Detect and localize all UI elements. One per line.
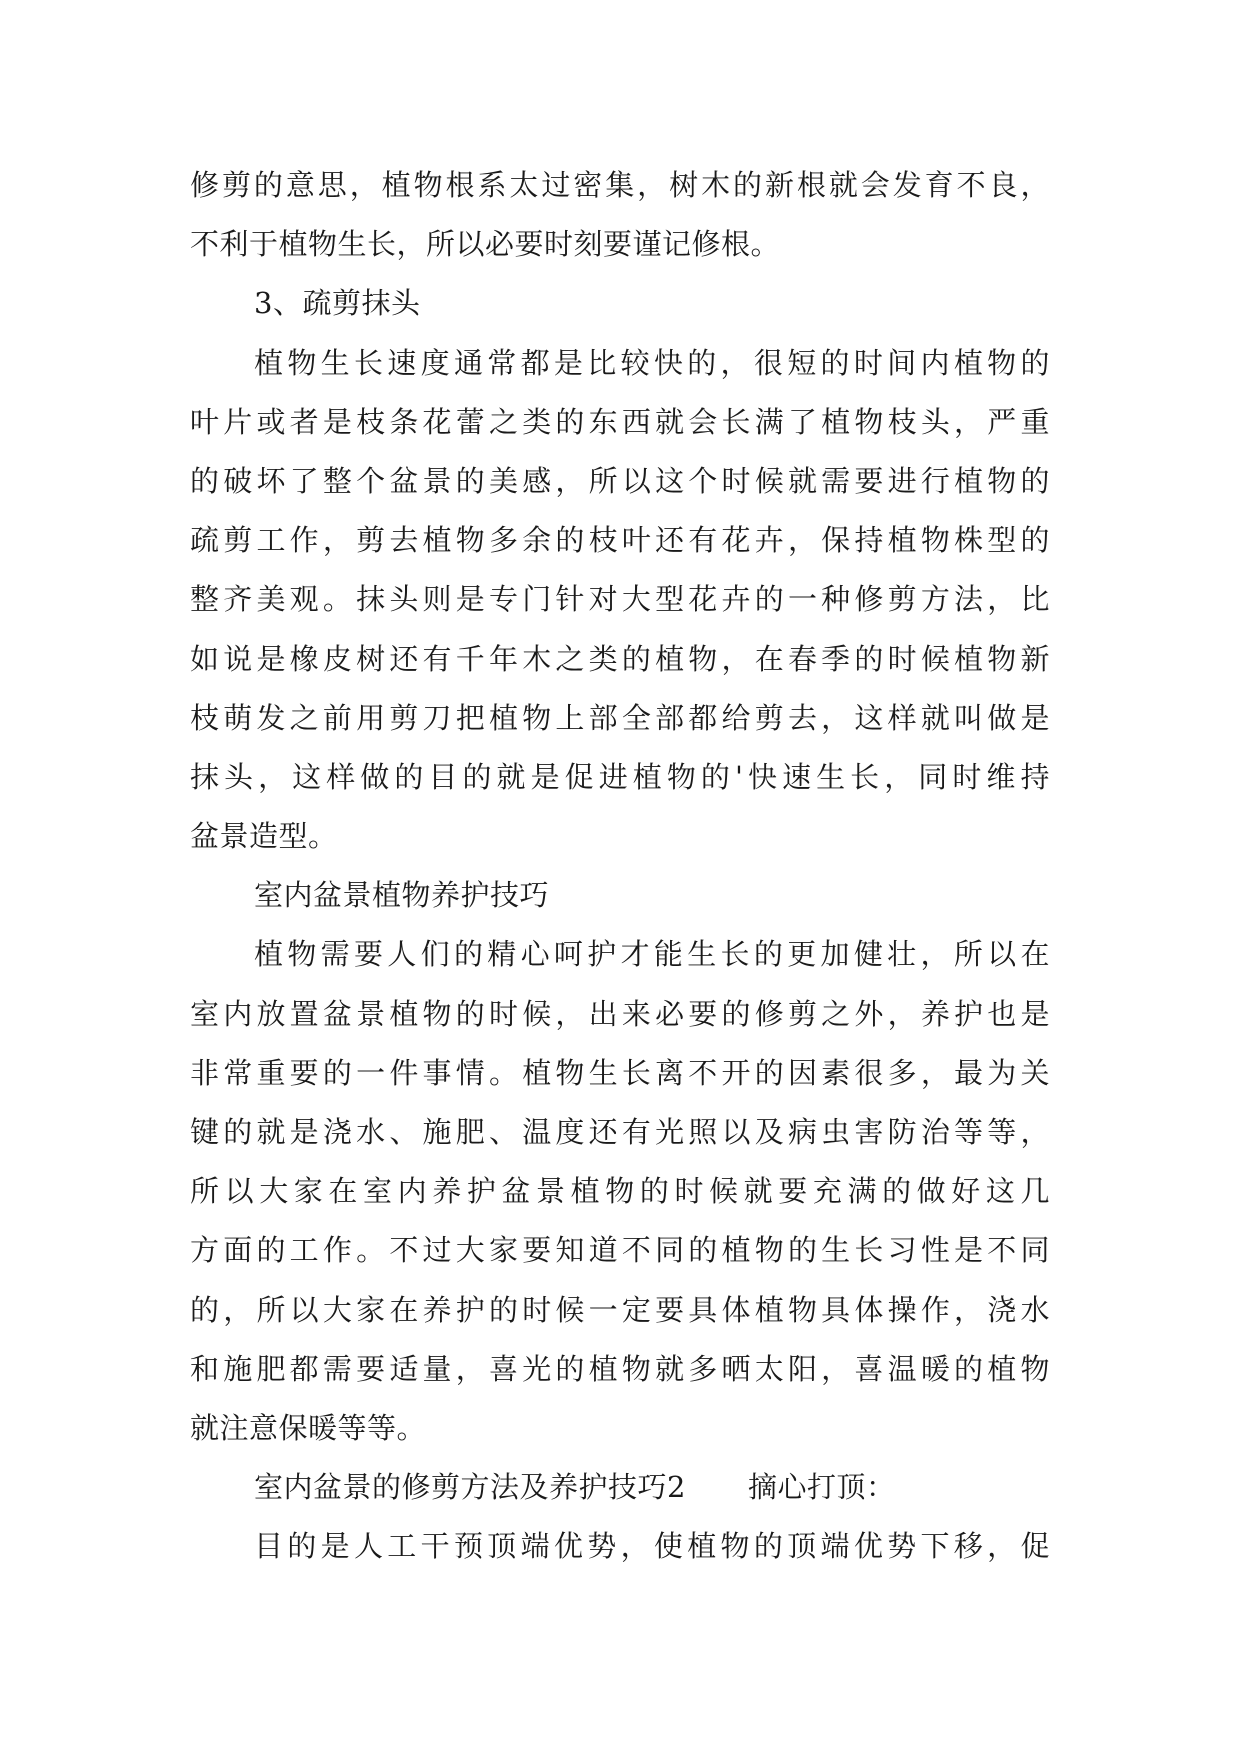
text-line: 植物需要人们的精心呵护才能生长的更加健壮，所以在: [254, 937, 1050, 972]
text-line: 的破坏了整个盆景的美感，所以这个时候就需要进行植物的: [190, 463, 1050, 498]
text-line: 就注意保暖等等。: [190, 1410, 427, 1445]
text-line: 如说是橡皮树还有千年木之类的植物，在春季的时候植物新: [190, 641, 1050, 676]
text-line: 叶片或者是枝条花蕾之类的东西就会长满了植物枝头，严重: [190, 404, 1050, 439]
text-line: 修剪的意思，植物根系太过密集，树木的新根就会发育不良，: [190, 168, 1050, 202]
text-line: 键的就是浇水、施肥、温度还有光照以及病虫害防治等等，: [190, 1115, 1050, 1149]
text-line: 抹头，这样做的目的就是促进植物的'快速生长，同时维持: [190, 759, 1050, 794]
section-heading: 3、疏剪抹头: [254, 286, 421, 321]
text-line: 所以大家在室内养护盆景植物的时候就要充满的做好这几: [190, 1174, 1050, 1209]
text-line: 目的是人工干预顶端优势，使植物的顶端优势下移，促: [254, 1529, 1050, 1564]
text-line: 室内放置盆景植物的时候，出来必要的修剪之外，养护也是: [190, 996, 1050, 1031]
body-text: [190, 156, 1050, 1577]
text-line: 整齐美观。抹头则是专门针对大型花卉的一种修剪方法，比: [190, 582, 1050, 617]
text-line: 非常重要的一件事情。植物生长离不开的因素很多，最为关: [190, 1055, 1050, 1090]
text-line: 枝萌发之前用剪刀把植物上部全部都给剪去，这样就叫做是: [190, 700, 1050, 735]
text-line: 植物生长速度通常都是比较快的，很短的时间内植物的: [254, 345, 1050, 380]
text-line: 不利于植物生长，所以必要时刻要谨记修根。: [190, 227, 781, 262]
section-heading: 室内盆景植物养护技巧: [254, 878, 550, 913]
text-line: 方面的工作。不过大家要知道不同的植物的生长习性是不同: [190, 1233, 1050, 1268]
text-line: 盆景造型。: [190, 819, 338, 854]
text-line: 的，所以大家在养护的时候一定要具体植物具体操作，浇水: [190, 1292, 1050, 1327]
text-line: 和施肥都需要适量，喜光的植物就多晒太阳，喜温暖的植物: [190, 1351, 1050, 1386]
title-line: [190, 1458, 1050, 1517]
section-title: 室内盆景的修剪方法及养护技巧2: [254, 1470, 686, 1505]
text-line: 疏剪工作，剪去植物多余的枝叶还有花卉，保持植物株型的: [190, 523, 1050, 558]
subheading: 摘心打顶：: [747, 1470, 896, 1505]
